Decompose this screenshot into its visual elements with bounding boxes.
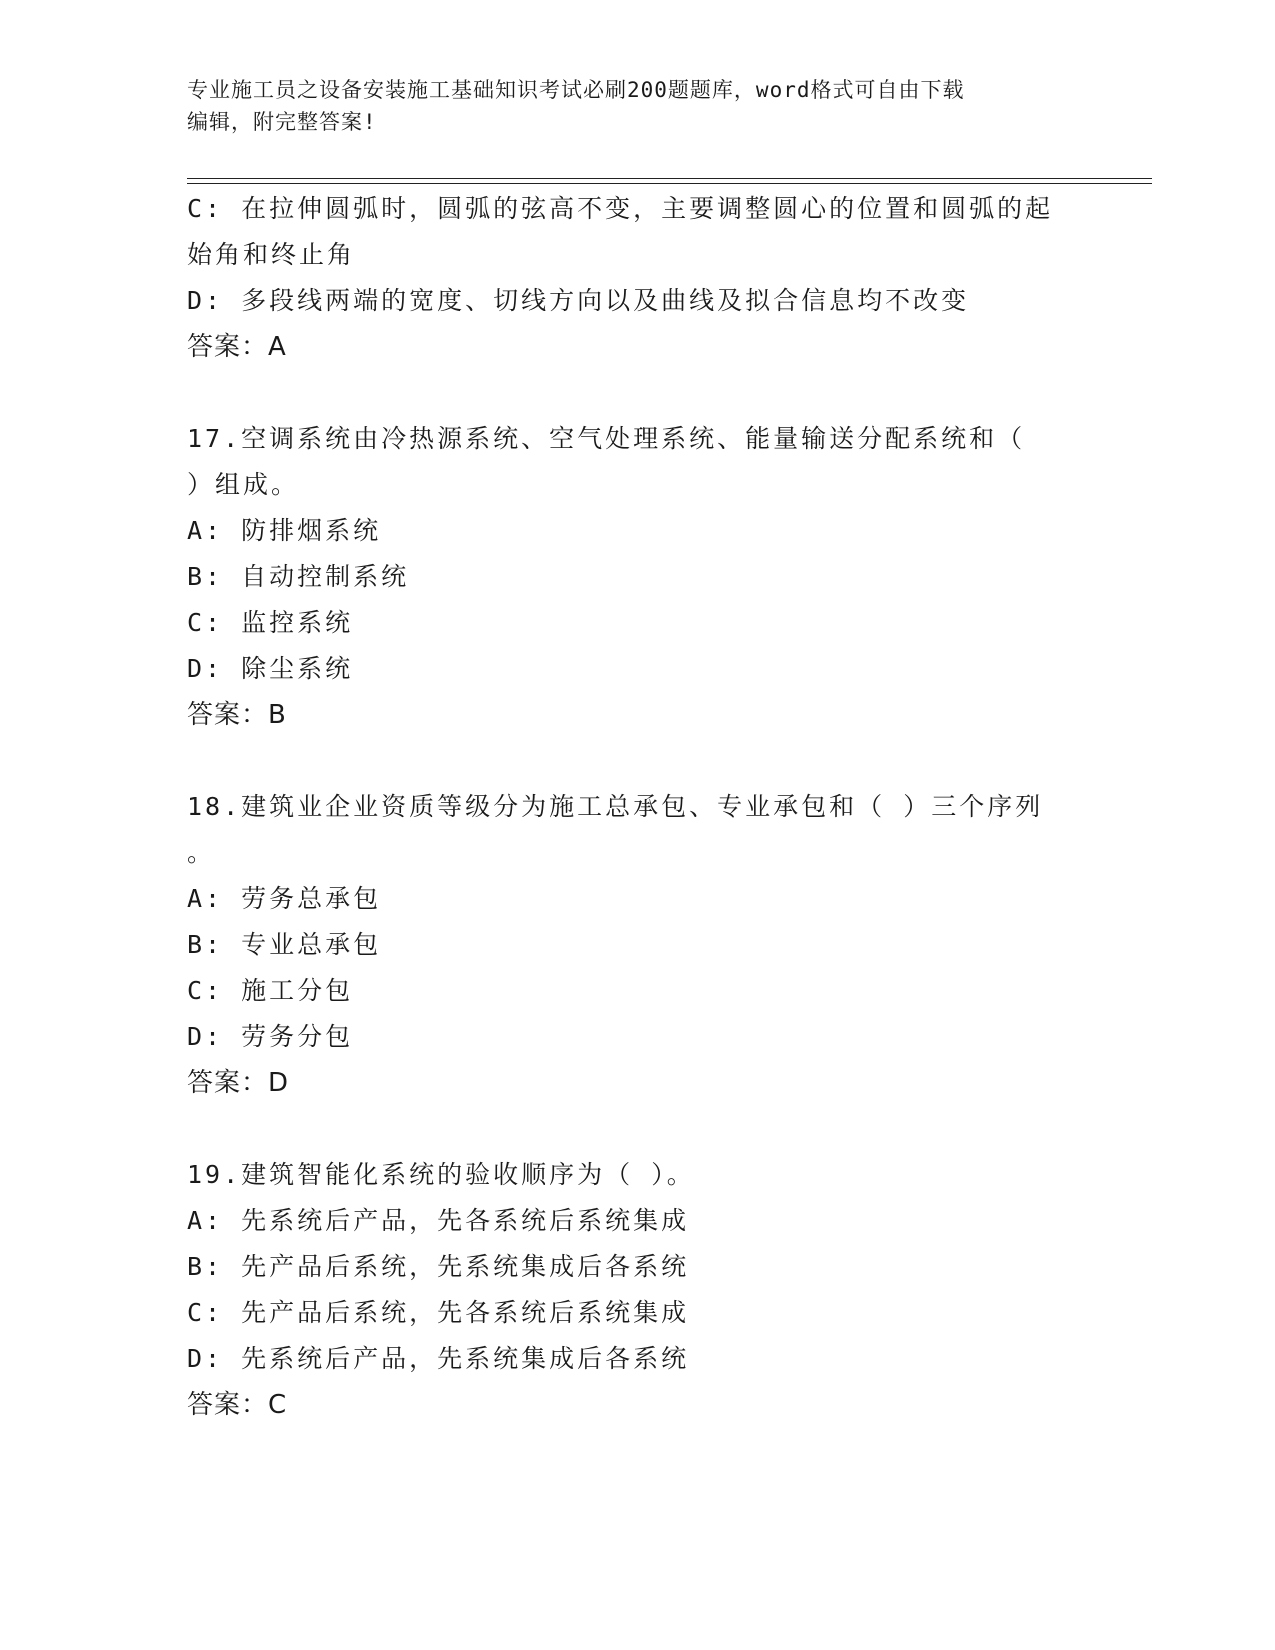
header-divider-bottom — [187, 183, 1152, 184]
q16-option-c-line-2: 始角和终止角 — [187, 240, 356, 269]
q19-answer: 答案：C — [187, 1390, 288, 1420]
q16-option-c-line-1: C: 在拉伸圆弧时，圆弧的弦高不变，主要调整圆心的位置和圆弧的起 — [187, 194, 1054, 223]
question-18-block — [187, 784, 1087, 1106]
q17-option-c: C: 监控系统 — [187, 608, 354, 637]
spacer — [187, 370, 1087, 416]
q17-option-b: B: 自动控制系统 — [187, 562, 410, 591]
q17-answer: 答案：B — [187, 700, 287, 730]
question-19-block — [187, 1152, 1087, 1428]
q17-option-d: D: 除尘系统 — [187, 654, 354, 683]
q18-option-c: C: 施工分包 — [187, 976, 354, 1005]
document-body — [187, 186, 1087, 1428]
spacer — [187, 1106, 1087, 1152]
header-line-1: 专业施工员之设备安装施工基础知识考试必刷200题题库，word格式可自由下载 — [187, 78, 965, 102]
document-header — [187, 74, 1087, 138]
q16-option-d: D: 多段线两端的宽度、切线方向以及曲线及拟合信息均不改变 — [187, 286, 970, 315]
q18-question-line-1: 18.建筑业企业资质等级分为施工总承包、专业承包和（ ）三个序列 — [187, 792, 1044, 821]
header-divider-top — [187, 178, 1152, 179]
q18-option-a: A: 劳务总承包 — [187, 884, 382, 913]
q19-option-d: D: 先系统后产品，先系统集成后各系统 — [187, 1344, 690, 1373]
q19-option-a: A: 先系统后产品，先各系统后系统集成 — [187, 1206, 690, 1235]
q17-option-a: A: 防排烟系统 — [187, 516, 382, 545]
q17-question-line-2: ）组成。 — [187, 470, 300, 499]
q19-question-line-1: 19.建筑智能化系统的验收顺序为（ ）。 — [187, 1160, 695, 1189]
q18-question-line-2: 。 — [187, 838, 216, 867]
q19-option-b: B: 先产品后系统，先系统集成后各系统 — [187, 1252, 690, 1281]
q19-option-c: C: 先产品后系统，先各系统后系统集成 — [187, 1298, 690, 1327]
q16-answer: 答案：A — [187, 332, 287, 362]
q18-option-d: D: 劳务分包 — [187, 1022, 354, 1051]
header-line-2: 编辑，附完整答案! — [187, 110, 377, 134]
q18-option-b: B: 专业总承包 — [187, 930, 382, 959]
question-16-block — [187, 186, 1087, 370]
question-17-block — [187, 416, 1087, 738]
q18-answer: 答案：D — [187, 1068, 290, 1098]
spacer — [187, 738, 1087, 784]
q17-question-line-1: 17.空调系统由冷热源系统、空气处理系统、能量输送分配系统和（ — [187, 424, 1026, 453]
